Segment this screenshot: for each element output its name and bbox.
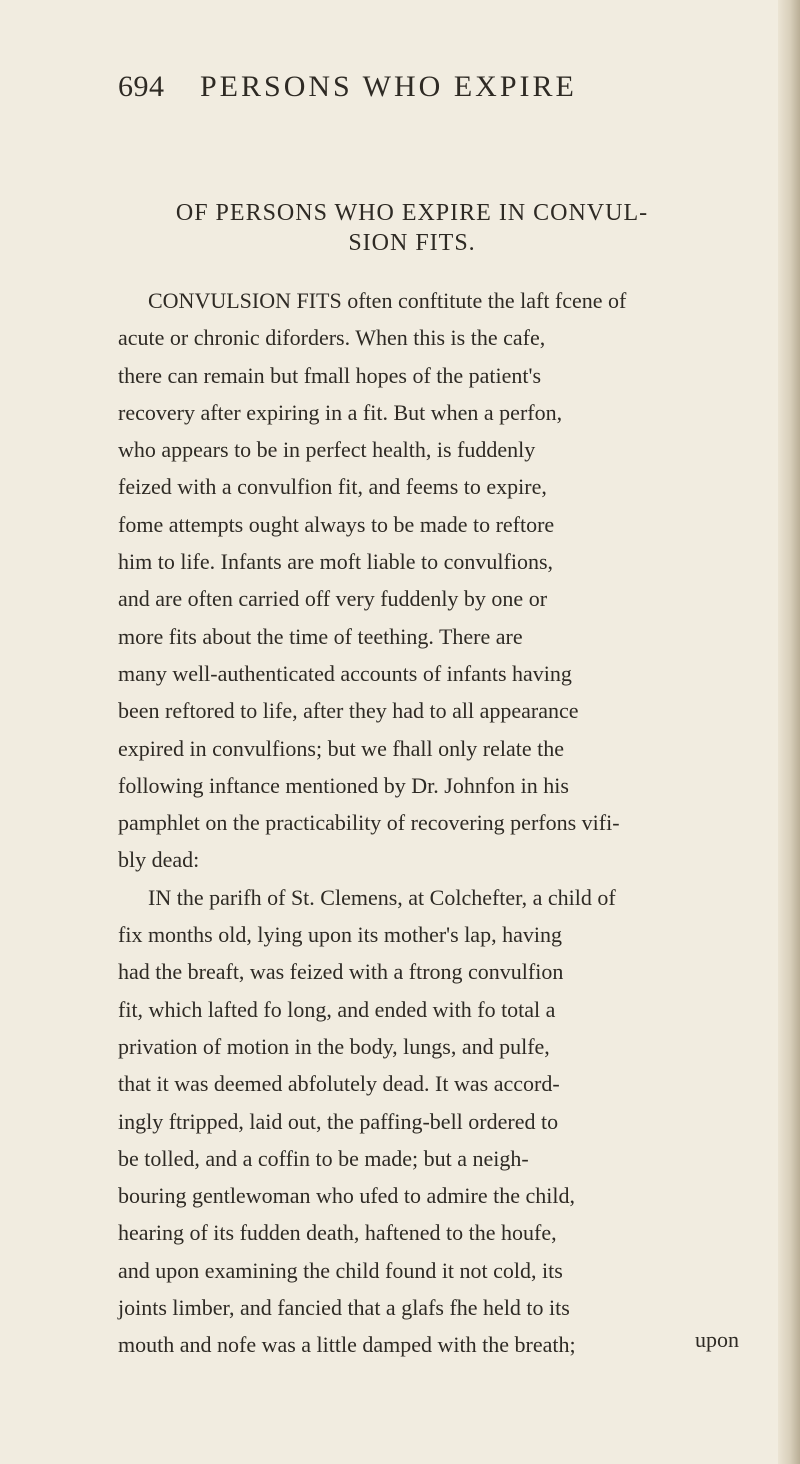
text-line: him to life. Infants are moft liable to convulfions, [118, 549, 554, 575]
text-line: bly dead: [118, 847, 200, 873]
text-line: privation of motion in the body, lungs, and pulfe, [118, 1033, 550, 1059]
page-edge [778, 0, 800, 1464]
text-line: hearing of its fudden death, haftened to the houfe, [118, 1220, 557, 1246]
text-line: following inftance mentioned by Dr. Johnfon in his [118, 772, 569, 798]
running-head [118, 70, 678, 110]
catchword: upon [695, 1327, 739, 1352]
text-line: be tolled, and a coffin to be made; but a neigh- [118, 1145, 529, 1171]
text-line: pamphlet on the practicability of recovering perfons vifi- [118, 810, 620, 836]
section-heading [112, 198, 712, 258]
text-line: that it was deemed abfolutely dead. It was accord- [118, 1071, 560, 1097]
running-title: PERSONS WHO EXPIRE [200, 70, 577, 103]
body-text [118, 282, 766, 1364]
text-line: and are often carried off very fuddenly by one or [118, 586, 548, 612]
text-line: feized with a convulfion fit, and feems to expire, [118, 474, 547, 500]
text-line: fit, which lafted fo long, and ended with fo total a [118, 996, 556, 1022]
section-heading-line-2: SION FITS. [348, 230, 476, 256]
text-line: fome attempts ought always to be made to reftore [118, 511, 555, 537]
text-line: and upon examining the child found it not cold, its [118, 1257, 563, 1283]
text-line: mouth and nofe was a little damped with the breath; [118, 1332, 576, 1358]
text-line: recovery after expiring in a fit. But when a perfon, [118, 399, 563, 425]
section-heading-line-1: OF PERSONS WHO EXPIRE IN CONVUL- [175, 200, 649, 226]
text-line: expired in convulfions; but we fhall only relate the [118, 735, 564, 761]
text-line: been reftored to life, after they had to all appearance [118, 698, 579, 724]
text-line: acute or chronic diforders. When this is the cafe, [118, 325, 546, 351]
text-line: more fits about the time of teething. There are [118, 623, 523, 649]
text-line: CONVULSION FITS often conftitute the laft fcene of [148, 288, 627, 313]
text-line: bouring gentlewoman who ufed to admire the child, [118, 1183, 575, 1209]
text-line: ingly ftripped, laid out, the paffing-bell ordered to [118, 1108, 559, 1134]
text-line: who appears to be in perfect health, is fuddenly [118, 437, 536, 463]
text-line: IN the parifh of St. Clemens, at Colchefter, a child of [148, 884, 616, 910]
text-line: there can remain but fmall hopes of the patient's [118, 362, 542, 388]
text-line: fix months old, lying upon its mother's lap, having [118, 922, 562, 948]
text-line: had the breaft, was feized with a ftrong convulfion [118, 959, 564, 985]
text-line: joints limber, and fancied that a glafs fhe held to its [118, 1295, 570, 1321]
text-line: many well-authenticated accounts of infants having [118, 660, 572, 686]
page-number: 694 [118, 70, 165, 103]
